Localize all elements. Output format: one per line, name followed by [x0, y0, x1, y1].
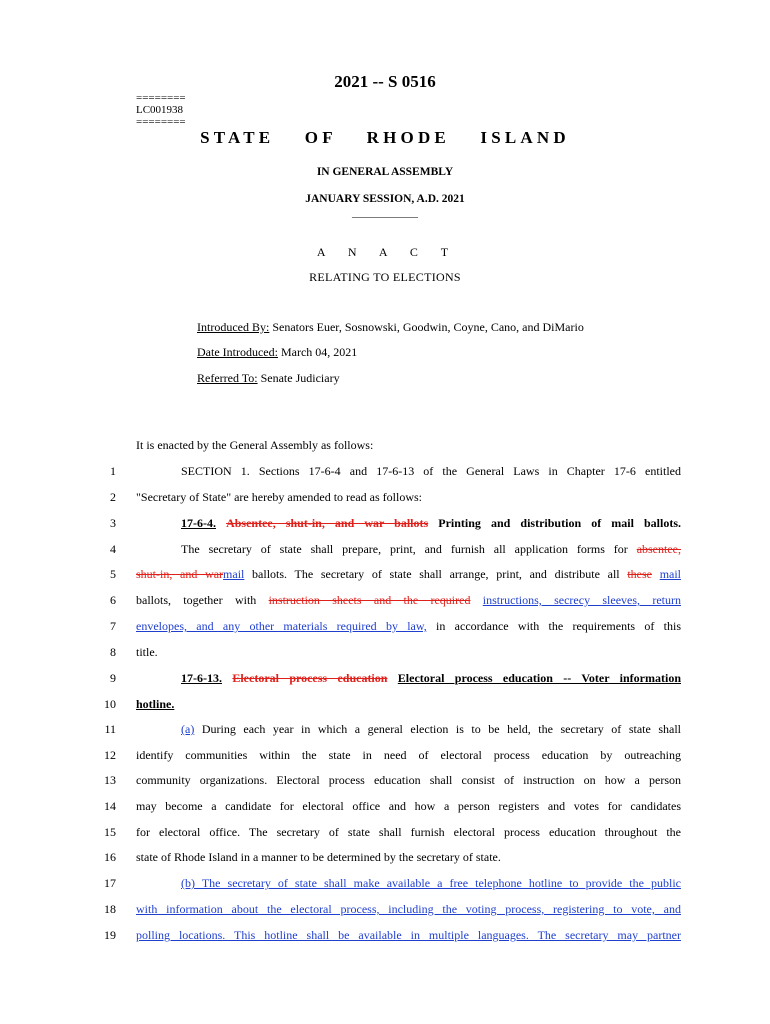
inserted-heading: hotline. [136, 697, 175, 711]
body-text: in accordance with the requirements of this [426, 619, 681, 633]
inserted-text: with information about the electoral process, including the voting process, registering to vote, and [136, 902, 681, 916]
date-introduced-value: March 04, 2021 [277, 345, 358, 359]
introduced-by-label: Introduced By: [197, 320, 270, 334]
body-line-12: identify communities within the state in need of electoral process education by outreaching [136, 748, 681, 762]
session-rule: ____________ [352, 207, 418, 219]
date-introduced-label: Date Introduced: [197, 345, 278, 359]
body-line-5 [136, 567, 681, 582]
deleted-text: absentee, [636, 542, 681, 556]
section-number: 17-6-4. [181, 516, 216, 530]
line-number: 11 [104, 722, 116, 736]
body-text: The secretary of state shall prepare, print, and furnish all application forms for [181, 542, 637, 556]
introduced-by [197, 320, 584, 335]
body-line-14: may become a candidate for electoral office and how a person registers and votes for candidates [136, 799, 681, 813]
line-number: 3 [110, 516, 116, 530]
body-line-18 [136, 902, 681, 917]
section-number: 17-6-13. [181, 671, 222, 685]
referred-to-label: Referred To: [197, 371, 258, 385]
line-number: 4 [110, 542, 116, 556]
body-line-7 [136, 619, 681, 634]
deleted-text: instruction sheets and the required [268, 593, 471, 607]
lc-number: LC001938 [136, 104, 184, 116]
line-number: 17 [104, 876, 116, 890]
body-line-4 [136, 542, 681, 557]
line-number: 13 [104, 773, 116, 787]
referred-to [197, 371, 340, 386]
inserted-text: envelopes, and any other materials required by law, [136, 619, 427, 633]
line-number: 5 [110, 567, 116, 581]
line-number: 19 [104, 928, 116, 942]
date-introduced [197, 345, 357, 360]
body-line-16: state of Rhode Island in a manner to be determined by the secretary of state. [136, 850, 501, 864]
body-line-6 [136, 593, 681, 608]
body-line-1: SECTION 1. Sections 17-6-4 and 17-6-13 of the General Laws in Chapter 17-6 entitled [181, 464, 681, 478]
section-heading-17-6-13 [136, 671, 681, 686]
body-line-11 [136, 722, 681, 737]
body-text: ballots. The secretary of state shall arrange, print, and distribute all [244, 567, 628, 581]
line-number: 16 [104, 850, 116, 864]
body-text: ballots, together with [136, 593, 269, 607]
line-number: 10 [104, 697, 116, 711]
lc-rule-top: ======== [136, 92, 186, 104]
deleted-text: shut-in, and war [136, 567, 224, 581]
line-number: 15 [104, 825, 116, 839]
bill-number: 2021 -- S 0516 [334, 72, 436, 91]
introduced-by-value: Senators Euer, Sosnowski, Goodwin, Coyne, Cano, and DiMario [269, 320, 584, 334]
general-assembly-heading: IN GENERAL ASSEMBLY [316, 166, 454, 178]
section-heading-17-6-4 [136, 516, 681, 531]
enacting-clause: It is enacted by the General Assembly as follows: [136, 438, 374, 452]
referred-to-value: Senate Judiciary [257, 371, 340, 385]
inserted-text: (b) The secretary of state shall make available a free telephone hotline to provide the public [181, 876, 681, 890]
act-title: A N A C T [316, 245, 454, 259]
line-number: 7 [110, 619, 116, 633]
deleted-text: Electoral process education [232, 671, 388, 685]
body-line-8: title. [136, 645, 158, 659]
body-line-19 [136, 928, 681, 943]
body-line-17 [136, 876, 681, 891]
body-text: During each year in which a general election is to be held, the secretary of state shall [194, 722, 681, 736]
inserted-text: polling locations. This hotline shall be available in multiple languages. The secretary may partner [136, 928, 681, 942]
body-line-10 [136, 697, 681, 712]
inserted-text: instructions, secrecy sleeves, return [482, 593, 681, 607]
deleted-text: Absentee, shut-in, and war ballots [226, 516, 429, 530]
line-number: 2 [110, 490, 116, 504]
deleted-text: these [627, 567, 652, 581]
line-number: 1 [110, 464, 116, 478]
line-number: 8 [110, 645, 116, 659]
line-number: 9 [110, 671, 116, 685]
inserted-heading: Printing and distribution of mail ballots. [438, 516, 682, 530]
inserted-text: mail [659, 567, 682, 581]
act-subject: RELATING TO ELECTIONS [309, 270, 461, 284]
line-number: 18 [104, 902, 116, 916]
body-line-15: for electoral office. The secretary of state shall furnish electoral process education throughout the [136, 825, 681, 839]
body-line-2: "Secretary of State" are hereby amended to read as follows: [136, 490, 423, 504]
line-number: 6 [110, 593, 116, 607]
line-number: 14 [104, 799, 116, 813]
inserted-text: (a) [181, 722, 195, 736]
body-line-13: community organizations. Electoral process education shall consist of instruction on how a person [136, 773, 681, 787]
inserted-heading: Electoral process education -- Voter information [397, 671, 682, 685]
state-title: STATE OF RHODE ISLAND [200, 128, 570, 147]
inserted-text: mail [223, 567, 245, 581]
lc-rule-bottom: ======== [136, 116, 186, 128]
line-number: 12 [104, 748, 116, 762]
session-heading: JANUARY SESSION, A.D. 2021 [305, 193, 465, 205]
